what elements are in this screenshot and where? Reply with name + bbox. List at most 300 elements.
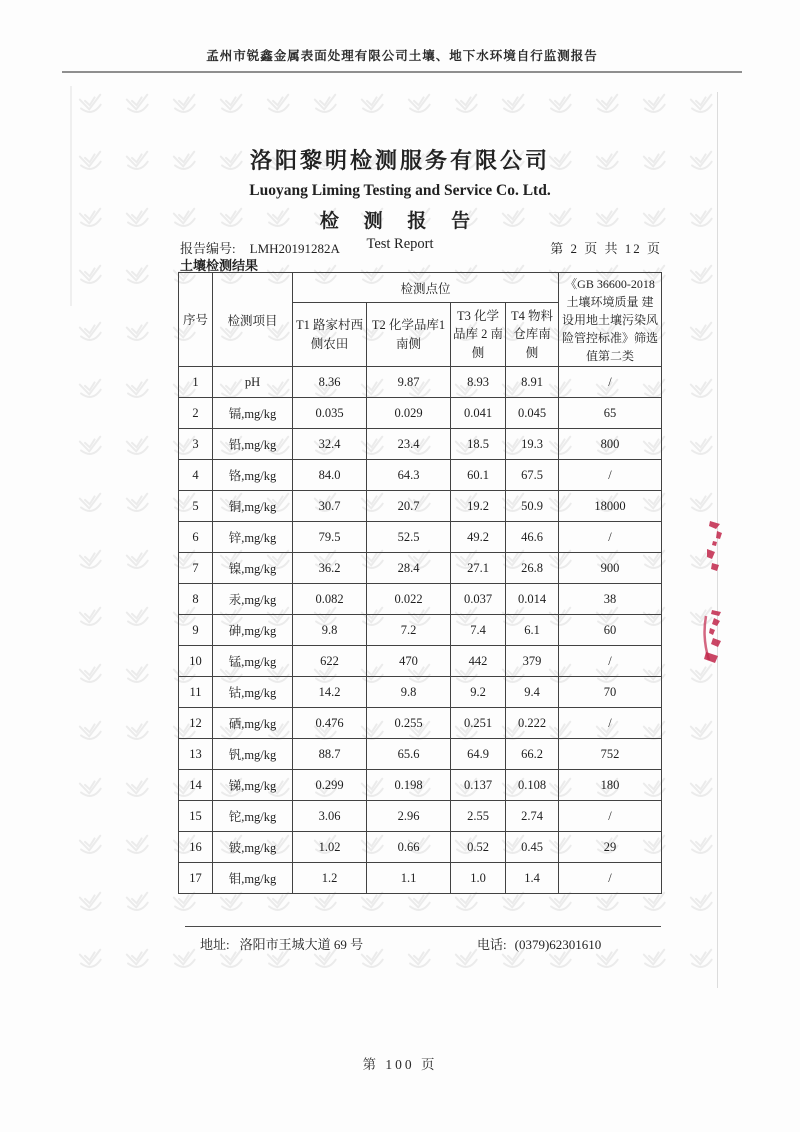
watermark-glyph	[123, 434, 153, 464]
scan-edge-line	[717, 92, 718, 988]
watermark-glyph	[123, 776, 153, 806]
red-stamp-fragment-bottom	[700, 608, 728, 670]
col-header-points-group: 检测点位	[293, 273, 559, 303]
table-cell: 铅,mg/kg	[213, 429, 293, 460]
table-cell: 15	[179, 801, 213, 832]
table-cell: 38	[559, 584, 662, 615]
table-cell: 64.3	[367, 460, 451, 491]
watermark-glyph	[123, 890, 153, 920]
table-row	[179, 553, 662, 584]
watermark-glyph	[170, 947, 200, 977]
table-row	[179, 460, 662, 491]
logo-watermark-icon	[264, 92, 294, 118]
table-cell: 0.014	[506, 584, 559, 615]
logo-watermark-icon	[687, 548, 717, 574]
table-cell: 60.1	[451, 460, 506, 491]
table-row	[179, 832, 662, 863]
results-table-body	[179, 367, 662, 894]
logo-watermark-icon	[687, 434, 717, 460]
col-header-point-t2: T2 化学品库1 南侧	[367, 303, 451, 367]
logo-watermark-icon	[264, 890, 294, 916]
table-cell: 0.082	[293, 584, 367, 615]
table-cell: 0.222	[506, 708, 559, 739]
watermark-glyph	[123, 662, 153, 692]
table-cell: 2	[179, 398, 213, 429]
table-cell: 镉,mg/kg	[213, 398, 293, 429]
table-cell: 13	[179, 739, 213, 770]
watermark-glyph	[123, 377, 153, 407]
table-cell: 0.041	[451, 398, 506, 429]
logo-watermark-icon	[593, 890, 623, 916]
header-rule	[62, 71, 742, 73]
watermark-glyph	[311, 890, 341, 920]
watermark-glyph	[123, 263, 153, 293]
table-cell: 50.9	[506, 491, 559, 522]
table-cell: /	[559, 367, 662, 398]
logo-watermark-icon	[123, 719, 153, 745]
logo-watermark-icon	[123, 434, 153, 460]
table-cell: 锰,mg/kg	[213, 646, 293, 677]
logo-watermark-icon	[76, 719, 106, 745]
col-header-item: 检测项目	[213, 273, 293, 367]
watermark-glyph	[687, 263, 717, 293]
table-cell: 8	[179, 584, 213, 615]
table-row	[179, 739, 662, 770]
logo-watermark-icon	[358, 92, 388, 118]
table-cell: 17	[179, 863, 213, 894]
table-cell: /	[559, 863, 662, 894]
table-cell: 19.2	[451, 491, 506, 522]
logo-watermark-icon	[687, 92, 717, 118]
table-cell: 0.108	[506, 770, 559, 801]
logo-watermark-icon	[123, 548, 153, 574]
logo-watermark-icon	[76, 263, 106, 289]
table-row	[179, 677, 662, 708]
logo-watermark-icon	[123, 776, 153, 802]
logo-watermark-icon	[170, 947, 200, 973]
watermark-glyph	[546, 92, 576, 122]
table-cell: 36.2	[293, 553, 367, 584]
table-row	[179, 367, 662, 398]
table-cell: 26.8	[506, 553, 559, 584]
table-cell: 9.87	[367, 367, 451, 398]
table-cell: 28.4	[367, 553, 451, 584]
watermark-glyph	[593, 890, 623, 920]
logo-watermark-icon	[123, 833, 153, 859]
logo-watermark-icon	[546, 890, 576, 916]
table-cell: 1.0	[451, 863, 506, 894]
watermark-glyph	[687, 92, 717, 122]
table-cell: /	[559, 646, 662, 677]
table-row	[179, 584, 662, 615]
logo-watermark-icon	[123, 377, 153, 403]
logo-watermark-icon	[123, 890, 153, 916]
table-row	[179, 429, 662, 460]
table-cell: 2.96	[367, 801, 451, 832]
logo-watermark-icon	[687, 947, 717, 973]
phone-label: 电话:	[477, 937, 507, 952]
table-cell: 752	[559, 739, 662, 770]
logo-watermark-icon	[687, 263, 717, 289]
logo-watermark-icon	[452, 92, 482, 118]
table-cell: 442	[451, 646, 506, 677]
watermark-glyph	[499, 92, 529, 122]
watermark-glyph	[687, 890, 717, 920]
logo-watermark-icon	[76, 320, 106, 346]
table-cell: 1	[179, 367, 213, 398]
report-title-cn: 检 测 报 告	[319, 211, 481, 232]
watermark-glyph	[687, 548, 717, 578]
table-row	[179, 863, 662, 894]
logo-watermark-icon	[76, 776, 106, 802]
logo-watermark-icon	[405, 947, 435, 973]
table-cell: 32.4	[293, 429, 367, 460]
table-cell: 2.55	[451, 801, 506, 832]
logo-watermark-icon	[687, 377, 717, 403]
table-cell: 镍,mg/kg	[213, 553, 293, 584]
logo-watermark-icon	[640, 890, 670, 916]
logo-watermark-icon	[76, 947, 106, 973]
table-cell: 0.299	[293, 770, 367, 801]
watermark-glyph	[76, 662, 106, 692]
table-cell: 70	[559, 677, 662, 708]
logo-watermark-icon	[452, 890, 482, 916]
table-cell: 900	[559, 553, 662, 584]
table-cell: 79.5	[293, 522, 367, 553]
logo-watermark-icon	[687, 890, 717, 916]
table-cell: 52.5	[367, 522, 451, 553]
table-cell: 0.035	[293, 398, 367, 429]
logo-watermark-icon	[687, 605, 717, 631]
table-cell: 铍,mg/kg	[213, 832, 293, 863]
table-cell: 84.0	[293, 460, 367, 491]
logo-watermark-icon	[76, 434, 106, 460]
watermark-glyph	[76, 92, 106, 122]
logo-watermark-icon	[499, 890, 529, 916]
watermark-glyph	[123, 548, 153, 578]
logo-watermark-icon	[593, 92, 623, 118]
table-cell: 锌,mg/kg	[213, 522, 293, 553]
col-header-standard: 《GB 36600-2018土壤环境质量 建设用地土壤污染风险管控标准》筛选值第二类	[559, 273, 662, 367]
table-cell: 379	[506, 646, 559, 677]
logo-watermark-icon	[76, 662, 106, 688]
table-cell: 汞,mg/kg	[213, 584, 293, 615]
logo-watermark-icon	[76, 491, 106, 517]
logo-watermark-icon	[123, 947, 153, 973]
table-cell: 14	[179, 770, 213, 801]
col-header-seq: 序号	[179, 273, 213, 367]
logo-watermark-icon	[687, 491, 717, 517]
watermark-glyph	[593, 92, 623, 122]
table-cell: 7.4	[451, 615, 506, 646]
table-cell: 0.45	[506, 832, 559, 863]
document-running-header: 孟州市锐鑫金属表面处理有限公司土壤、地下水环境自行监测报告	[206, 49, 598, 63]
title-block	[100, 144, 700, 253]
table-cell: 0.198	[367, 770, 451, 801]
page-info: 第 2 页 共 12 页	[550, 241, 662, 256]
table-cell: 1.02	[293, 832, 367, 863]
watermark-glyph	[123, 92, 153, 122]
watermark-glyph	[264, 92, 294, 122]
watermark-glyph	[76, 263, 106, 293]
watermark-glyph	[499, 890, 529, 920]
watermark-glyph	[358, 890, 388, 920]
company-name-cn: 洛阳黎明检测服务有限公司	[249, 148, 550, 173]
logo-watermark-icon	[405, 92, 435, 118]
table-cell: 铜,mg/kg	[213, 491, 293, 522]
table-row	[179, 708, 662, 739]
table-cell: 0.251	[451, 708, 506, 739]
footer-address	[200, 934, 363, 953]
table-row	[179, 801, 662, 832]
logo-watermark-icon	[123, 662, 153, 688]
table-cell: 16	[179, 832, 213, 863]
table-cell: 29	[559, 832, 662, 863]
logo-watermark-icon	[640, 947, 670, 973]
watermark-glyph	[358, 92, 388, 122]
table-cell: 622	[293, 646, 367, 677]
table-row	[179, 615, 662, 646]
watermark-glyph	[76, 377, 106, 407]
logo-watermark-icon	[170, 92, 200, 118]
table-cell: 8.91	[506, 367, 559, 398]
logo-watermark-icon	[687, 320, 717, 346]
table-cell: 23.4	[367, 429, 451, 460]
logo-watermark-icon	[687, 833, 717, 859]
watermark-glyph	[264, 890, 294, 920]
table-cell: 1.1	[367, 863, 451, 894]
watermark-glyph	[123, 833, 153, 863]
table-cell: 11	[179, 677, 213, 708]
watermark-glyph	[405, 92, 435, 122]
logo-watermark-icon	[123, 320, 153, 346]
scan-edge-smudge	[70, 86, 72, 306]
table-cell: 1.4	[506, 863, 559, 894]
table-cell: 6.1	[506, 615, 559, 646]
logo-watermark-icon	[687, 719, 717, 745]
logo-watermark-icon	[76, 377, 106, 403]
table-cell: /	[559, 708, 662, 739]
watermark-glyph	[640, 947, 670, 977]
table-cell: 18000	[559, 491, 662, 522]
report-title-en: Test Report	[366, 236, 434, 252]
footer-rule	[185, 926, 661, 927]
table-cell: 3.06	[293, 801, 367, 832]
logo-watermark-icon	[358, 890, 388, 916]
footer-phone	[477, 934, 601, 953]
logo-watermark-icon	[123, 491, 153, 517]
col-header-point-t3: T3 化学品库 2 南侧	[451, 303, 506, 367]
table-row	[179, 522, 662, 553]
watermark-glyph	[687, 947, 717, 977]
table-cell: 10	[179, 646, 213, 677]
table-cell: 8.93	[451, 367, 506, 398]
logo-watermark-icon	[687, 662, 717, 688]
table-cell: 14.2	[293, 677, 367, 708]
table-cell: 20.7	[367, 491, 451, 522]
table-cell: 7	[179, 553, 213, 584]
table-cell: 9	[179, 615, 213, 646]
table-row	[179, 398, 662, 429]
logo-watermark-icon	[123, 263, 153, 289]
address-label: 地址:	[200, 937, 230, 952]
report-number-label: 报告编号:	[180, 241, 236, 256]
col-header-point-t4: T4 物料仓库南侧	[506, 303, 559, 367]
table-cell: 钴,mg/kg	[213, 677, 293, 708]
logo-watermark-icon	[311, 92, 341, 118]
table-cell: 3	[179, 429, 213, 460]
table-cell: 锑,mg/kg	[213, 770, 293, 801]
watermark-glyph	[640, 92, 670, 122]
table-cell: 9.4	[506, 677, 559, 708]
watermark-glyph	[405, 890, 435, 920]
table-cell: 65	[559, 398, 662, 429]
table-cell: 硒,mg/kg	[213, 708, 293, 739]
watermark-glyph	[76, 719, 106, 749]
section-title: 土壤检测结果	[180, 258, 259, 273]
watermark-glyph	[76, 947, 106, 977]
logo-watermark-icon	[217, 92, 247, 118]
logo-watermark-icon	[687, 776, 717, 802]
logo-watermark-icon	[76, 890, 106, 916]
table-cell: /	[559, 522, 662, 553]
table-cell: 67.5	[506, 460, 559, 491]
watermark-glyph	[217, 92, 247, 122]
watermark-glyph	[123, 605, 153, 635]
table-cell: 66.2	[506, 739, 559, 770]
watermark-glyph	[123, 719, 153, 749]
logo-watermark-icon	[405, 890, 435, 916]
table-cell: 88.7	[293, 739, 367, 770]
table-cell: 6	[179, 522, 213, 553]
watermark-glyph	[76, 548, 106, 578]
table-cell: 46.6	[506, 522, 559, 553]
logo-watermark-icon	[76, 548, 106, 574]
logo-watermark-icon	[123, 605, 153, 631]
table-row	[179, 491, 662, 522]
table-cell: 5	[179, 491, 213, 522]
table-cell: 60	[559, 615, 662, 646]
watermark-glyph	[405, 947, 435, 977]
red-stamp-fragment-top	[703, 519, 727, 577]
table-cell: 470	[367, 646, 451, 677]
watermark-glyph	[687, 833, 717, 863]
col-header-point-t1: T1 路家村西侧农田	[293, 303, 367, 367]
table-cell: 180	[559, 770, 662, 801]
table-cell: 铬,mg/kg	[213, 460, 293, 491]
table-cell: 8.36	[293, 367, 367, 398]
table-cell: 65.6	[367, 739, 451, 770]
table-cell: 27.1	[451, 553, 506, 584]
watermark-glyph	[76, 320, 106, 350]
logo-watermark-icon	[640, 92, 670, 118]
company-name-en: Luoyang Liming Testing and Service Co. Ltd.	[249, 182, 551, 199]
watermark-glyph	[311, 92, 341, 122]
logo-watermark-icon	[311, 890, 341, 916]
table-cell: 9.2	[451, 677, 506, 708]
table-cell: 19.3	[506, 429, 559, 460]
watermark-glyph	[546, 890, 576, 920]
watermark-glyph	[687, 662, 717, 692]
table-cell: 49.2	[451, 522, 506, 553]
logo-watermark-icon	[76, 605, 106, 631]
table-cell: 0.137	[451, 770, 506, 801]
table-cell: 64.9	[451, 739, 506, 770]
logo-watermark-icon	[217, 890, 247, 916]
watermark-glyph	[76, 434, 106, 464]
watermark-glyph	[687, 776, 717, 806]
table-cell: 1.2	[293, 863, 367, 894]
logo-watermark-icon	[76, 92, 106, 118]
table-row	[179, 770, 662, 801]
table-cell: 0.255	[367, 708, 451, 739]
watermark-glyph	[452, 92, 482, 122]
table-cell: 7.2	[367, 615, 451, 646]
table-cell: 0.66	[367, 832, 451, 863]
table-cell: 18.5	[451, 429, 506, 460]
table-cell: 钒,mg/kg	[213, 739, 293, 770]
table-cell: 0.037	[451, 584, 506, 615]
logo-watermark-icon	[499, 92, 529, 118]
table-cell: 0.022	[367, 584, 451, 615]
watermark-glyph	[687, 434, 717, 464]
logo-watermark-icon	[123, 92, 153, 118]
watermark-glyph	[170, 890, 200, 920]
table-cell: 9.8	[293, 615, 367, 646]
watermark-glyph	[687, 719, 717, 749]
watermark-glyph	[123, 491, 153, 521]
phone-value: (0379)62301610	[514, 937, 602, 952]
table-cell: 0.045	[506, 398, 559, 429]
watermark-glyph	[217, 890, 247, 920]
table-cell: 2.74	[506, 801, 559, 832]
watermark-glyph	[640, 890, 670, 920]
table-cell: 钼,mg/kg	[213, 863, 293, 894]
table-cell: 0.029	[367, 398, 451, 429]
watermark-glyph	[687, 320, 717, 350]
watermark-glyph	[76, 890, 106, 920]
table-cell: 砷,mg/kg	[213, 615, 293, 646]
watermark-glyph	[123, 320, 153, 350]
soil-results-table	[178, 272, 662, 894]
logo-watermark-icon	[546, 92, 576, 118]
watermark-glyph	[452, 890, 482, 920]
table-cell: 800	[559, 429, 662, 460]
logo-watermark-icon	[170, 890, 200, 916]
watermark-glyph	[687, 491, 717, 521]
report-number-value: LMH20191282A	[249, 241, 340, 256]
address-value: 洛阳市王城大道 69 号	[239, 937, 364, 952]
watermark-glyph	[76, 605, 106, 635]
table-cell: 30.7	[293, 491, 367, 522]
table-cell: /	[559, 801, 662, 832]
watermark-glyph	[123, 947, 153, 977]
table-cell: 4	[179, 460, 213, 491]
watermark-glyph	[76, 776, 106, 806]
logo-watermark-icon	[76, 833, 106, 859]
table-cell: 0.52	[451, 832, 506, 863]
table-row	[179, 646, 662, 677]
table-cell: 9.8	[367, 677, 451, 708]
table-cell: 铊,mg/kg	[213, 801, 293, 832]
watermark-glyph	[76, 491, 106, 521]
table-cell: /	[559, 460, 662, 491]
watermark-glyph	[687, 377, 717, 407]
watermark-glyph	[76, 833, 106, 863]
bottom-page-number: 第 100 页	[362, 1057, 438, 1072]
watermark-glyph	[170, 92, 200, 122]
watermark-glyph	[687, 605, 717, 635]
